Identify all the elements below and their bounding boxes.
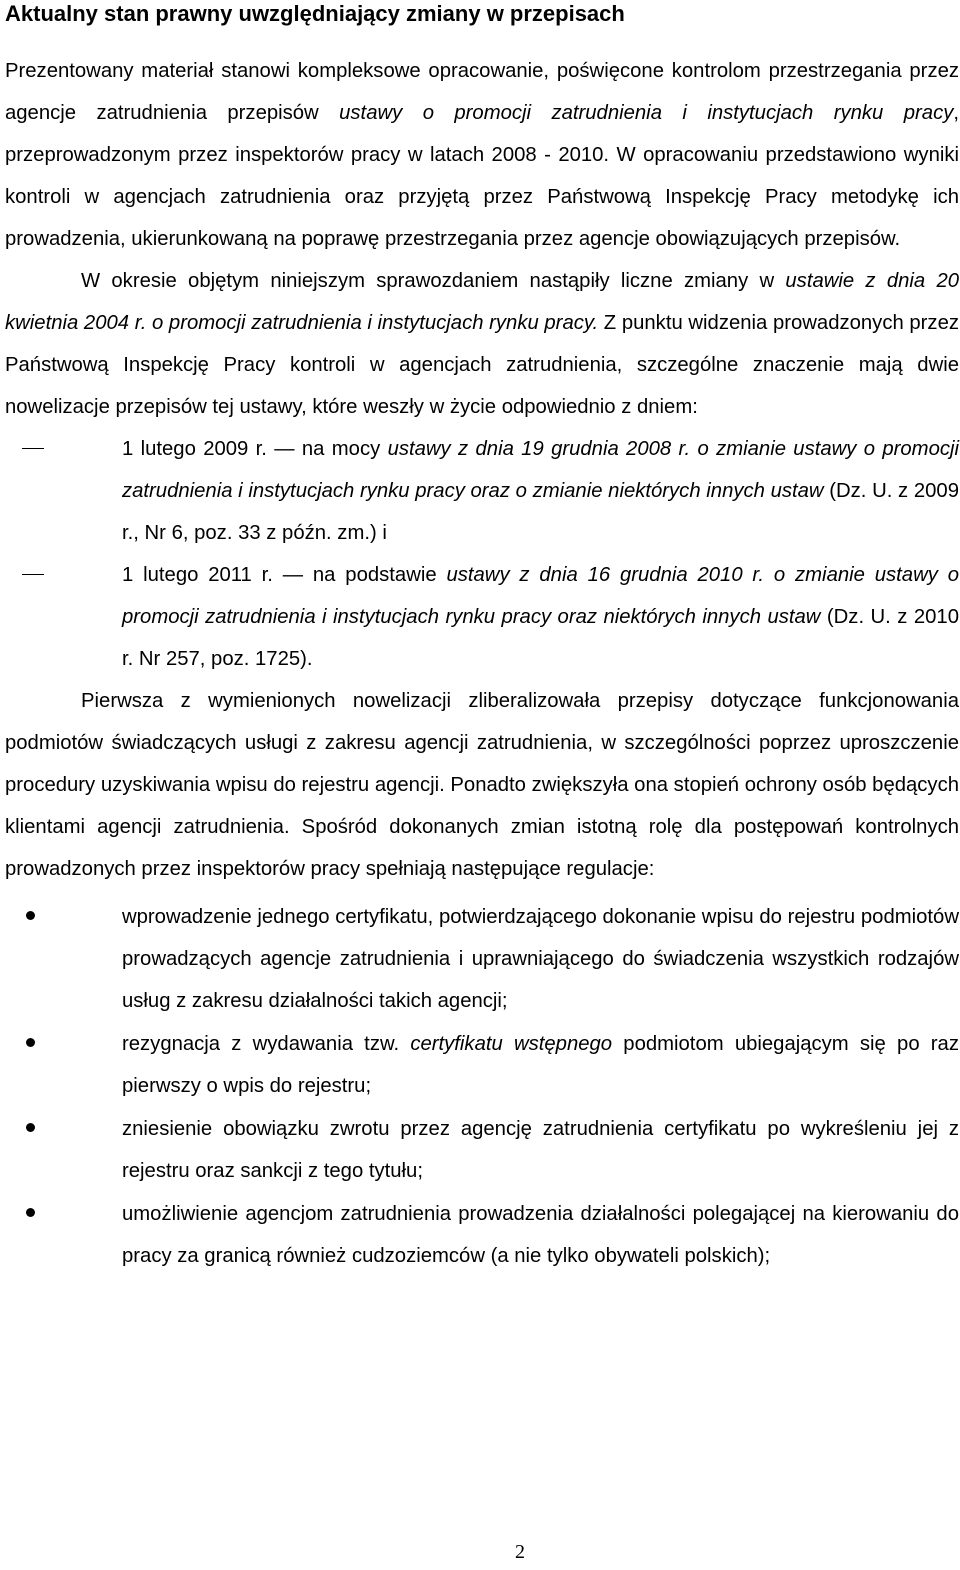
amendment-citation: (Dz. U. z 2009 r., Nr 6, poz. 33 z późn. zm.) i (122, 480, 959, 544)
regulation-item (5, 896, 959, 1022)
regulation-term: certyfikatu wstępnego (410, 1033, 613, 1055)
dash-separator: — (274, 438, 302, 460)
page-number: 2 (515, 1541, 525, 1563)
bullet-marker (26, 1038, 35, 1047)
regulation-text-end: podmiotom ubiegającym się po raz pierwszy o wpis do rejestru; (122, 1033, 959, 1097)
paragraph-intro (5, 50, 959, 260)
paragraph-changes-law-title: ustawie z dnia 20 kwietnia 2004 r. o promocji zatrudnienia i instytucjach rynku pracy. (5, 270, 960, 334)
paragraph-first-amendment: Pierwsza z wymienionych nowelizacji zliberalizowała przepisy dotyczące funkcjonowania podmiotów świadczących usługi z zakresu agencji zatrudnienia, w szczególności poprzez uproszczenie procedury uzyskiwania wpisu do rejestru agencji. Ponadto zwiększyła ona stopień ochrony osób będących klientami agencji zatrudnienia. Spośród dokonanych zmian istotną rolę dla postępowań kontrolnych prowadzonych przez inspektorów pracy spełniają następujące regulacje: (5, 690, 959, 880)
regulation-item (5, 1193, 959, 1277)
amendments-list (5, 428, 959, 680)
regulation-item (5, 1023, 959, 1107)
dash-marker (22, 574, 44, 575)
amendment-prefix: na podstawie (312, 564, 447, 586)
dash-marker (22, 448, 44, 449)
document-page (5, 0, 959, 1278)
amendment-date: 1 lutego 2011 r. (122, 564, 283, 586)
paragraph-changes (5, 260, 959, 428)
section-heading: Aktualny stan prawny uwzględniający zmiany w przepisach (5, 1, 625, 26)
amendment-law-title: ustawy z dnia 19 grudnia 2008 r. o zmianie ustawy o promocji zatrudnienia i instytucjach rynku pracy oraz o zmianie niektórych innych ustaw (122, 438, 960, 502)
paragraph-intro-law-title: ustawy o promocji zatrudnienia i instytucjach rynku pracy (339, 102, 954, 124)
bullet-marker (26, 911, 35, 920)
amendment-date: 1 lutego 2009 r. (122, 438, 275, 460)
amendment-law-title: ustawy z dnia 16 grudnia 2010 r. o zmianie ustawy o promocji zatrudnienia i instytucjach rynku pracy oraz niektórych innych ustaw (122, 564, 959, 628)
regulation-text: rezygnacja z wydawania tzw. (122, 1033, 411, 1055)
amendment-item (5, 428, 959, 554)
amendment-item (5, 554, 959, 680)
bullet-marker (26, 1208, 35, 1217)
regulation-text: wprowadzenie jednego certyfikatu, potwierdzającego dokonanie wpisu do rejestru podmiotów prowadzących agencje zatrudnienia i uprawniającego do świadczenia wszystkich rodzajów usług z zakresu działalności takich agencji; (122, 906, 959, 1012)
amendment-citation: (Dz. U. z 2010 r. Nr 257, poz. 1725). (122, 606, 959, 670)
regulation-item (5, 1108, 959, 1192)
regulation-text: zniesienie obowiązku zwrotu przez agencję zatrudnienia certyfikatu po wykreśleniu jej z rejestru oraz sankcji z tego tytułu; (122, 1118, 959, 1182)
paragraph-intro-text-a: Prezentowany materiał stanowi kompleksowe opracowanie, poświęcone kontrolom przestrzegania przez agencje zatrudnienia przepisów (5, 60, 959, 124)
paragraph-changes-text-c: Z punktu widzenia prowadzonych przez Państwową Inspekcję Pracy kontroli w agencjach zatrudnienia, szczególne znaczenie mają dwie nowelizacje przepisów tej ustawy, które weszły w życie odpowiednio z dniem: (5, 312, 959, 418)
amendment-prefix: na mocy (301, 438, 388, 460)
dash-separator: — (282, 564, 313, 586)
paragraph-intro-text-c: , przeprowadzonym przez inspektorów pracy w latach 2008 - 2010. W opracowaniu przedstawiono wyniki kontroli w agencjach zatrudnienia oraz przyjętą przez Państwową Inspekcję Pracy metodykę ich prowadzenia, ukierunkowaną na poprawę przestrzegania przez agencje obowiązujących przepisów. (5, 102, 959, 250)
regulations-list (5, 896, 959, 1277)
paragraph-changes-text-a: W okresie objętym niniejszym sprawozdaniem nastąpiły liczne zmiany w (81, 270, 786, 292)
bullet-marker (26, 1123, 35, 1132)
regulation-text: umożliwienie agencjom zatrudnienia prowadzenia działalności polegającej na kierowaniu do pracy za granicą również cudzoziemców (a nie tylko obywateli polskich); (122, 1203, 959, 1267)
